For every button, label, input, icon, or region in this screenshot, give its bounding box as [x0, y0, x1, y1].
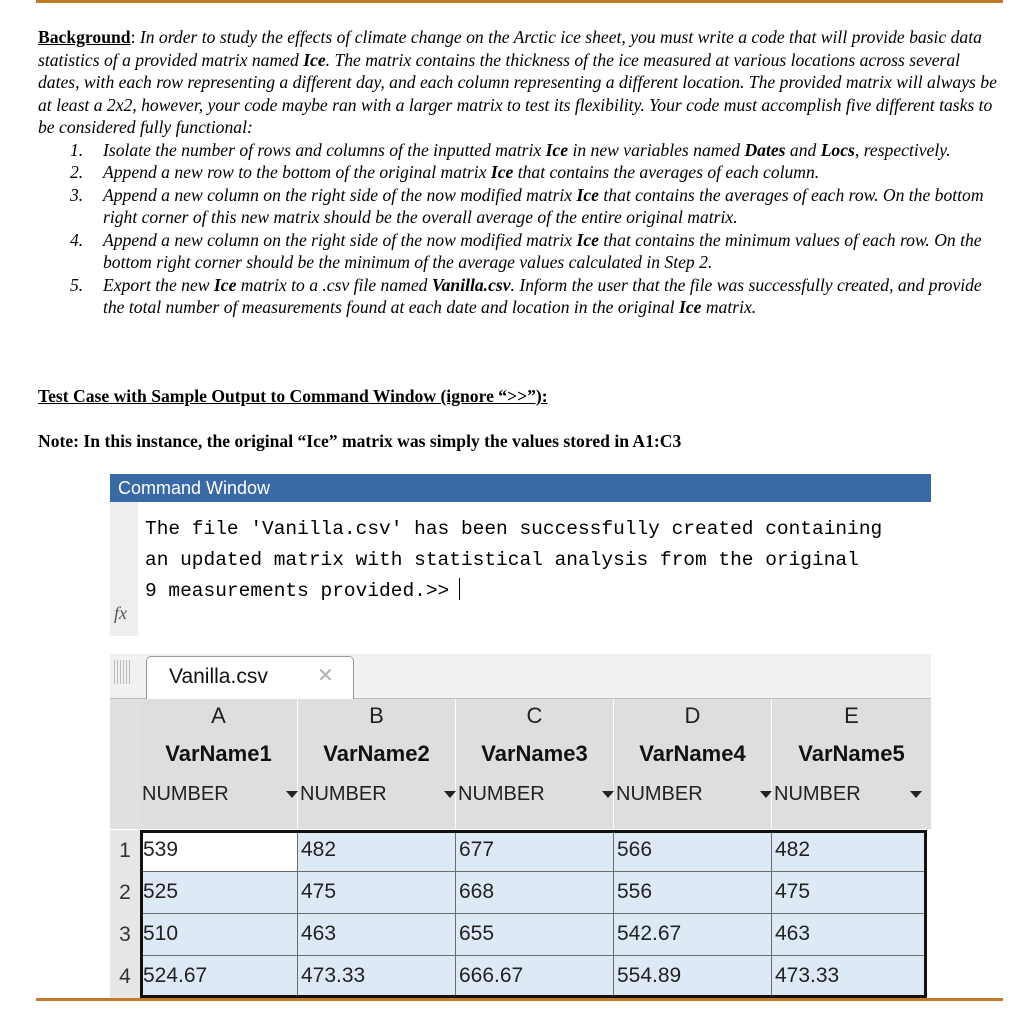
table-cell[interactable]: 539 — [140, 830, 298, 872]
spreadsheet-viewer — [110, 654, 931, 997]
table-cell[interactable]: 510 — [140, 914, 298, 956]
command-output[interactable] — [145, 514, 882, 607]
row-number[interactable]: 1 — [110, 830, 140, 872]
column-varname: VarName1 — [165, 741, 272, 766]
task-item: 4. Append a new column on the right side of the now modified matrix Ice that contains the minimum values of each row. On the bottom right corner should be the minimum of the average values calculated in Step 2. — [70, 229, 982, 272]
column-header[interactable] — [140, 699, 297, 829]
row-number[interactable]: 2 — [110, 872, 140, 914]
column-type: NUMBER — [142, 783, 229, 805]
column-header[interactable] — [456, 699, 613, 829]
table-cell[interactable]: 668 — [456, 872, 614, 914]
task-list — [38, 139, 1004, 319]
column-letter: B — [369, 703, 384, 728]
output-line: The file 'Vanilla.csv' has been successfully created containing — [145, 518, 883, 540]
table-cell[interactable]: 525 — [140, 872, 298, 914]
dropdown-arrow-icon[interactable] — [910, 791, 922, 798]
task-item: 1. Isolate the number of rows and columns of the inputted matrix Ice in new variables named Dates and Locs, respectively. — [70, 139, 951, 160]
tab-bar — [110, 654, 931, 699]
tab-label: Vanilla.csv — [169, 665, 268, 688]
column-type: NUMBER — [300, 783, 387, 805]
row-number[interactable]: 3 — [110, 914, 140, 956]
column-letter: A — [211, 703, 226, 728]
column-letter: E — [844, 703, 859, 728]
table-cell[interactable]: 482 — [298, 830, 456, 872]
top-rule — [36, 0, 1003, 3]
column-header[interactable] — [298, 699, 455, 829]
table-cell[interactable]: 677 — [456, 830, 614, 872]
row-number[interactable]: 4 — [110, 956, 140, 998]
column-header[interactable] — [614, 699, 771, 829]
table-cell[interactable]: 473.33 — [298, 956, 456, 998]
output-line: 9 measurements provided.>> — [145, 580, 450, 602]
text-cursor — [459, 578, 460, 600]
table-cell[interactable]: 473.33 — [772, 956, 927, 998]
table-cell[interactable]: 482 — [772, 830, 927, 872]
output-line: an updated matrix with statistical analysis from the original — [145, 549, 859, 571]
column-varname: VarName3 — [481, 741, 588, 766]
table-cell[interactable]: 666.67 — [456, 956, 614, 998]
tab-vanilla-csv[interactable] — [146, 656, 354, 699]
command-gutter — [110, 502, 138, 636]
background-label: Background — [38, 27, 131, 47]
dropdown-arrow-icon[interactable] — [760, 791, 772, 798]
table-cell[interactable]: 554.89 — [614, 956, 772, 998]
command-window-title: Command Window — [110, 474, 931, 502]
table-cell[interactable]: 566 — [614, 830, 772, 872]
dropdown-arrow-icon[interactable] — [286, 791, 298, 798]
column-varname: VarName5 — [798, 741, 905, 766]
column-letter: C — [526, 703, 543, 728]
table-cell[interactable]: 655 — [456, 914, 614, 956]
table-cell[interactable]: 463 — [298, 914, 456, 956]
column-type: NUMBER — [458, 783, 545, 805]
table-cell[interactable]: 556 — [614, 872, 772, 914]
task-item: 5. Export the new Ice matrix to a .csv file named Vanilla.csv. Inform the user that the file was successfully created, and provide the total number of measurements found at each date and location in the original Ice matrix. — [70, 274, 982, 317]
table-cell[interactable]: 475 — [298, 872, 456, 914]
table-cell[interactable]: 524.67 — [140, 956, 298, 998]
command-window[interactable] — [110, 474, 931, 636]
close-icon[interactable]: ✕ — [317, 663, 334, 687]
problem-statement — [38, 26, 1004, 319]
dropdown-arrow-icon[interactable] — [444, 791, 456, 798]
task-item: 2. Append a new row to the bottom of the original matrix Ice that contains the averages of each column. — [70, 162, 820, 182]
column-type: NUMBER — [774, 783, 861, 805]
column-varname: VarName4 — [639, 741, 746, 766]
drag-grip-icon[interactable] — [114, 660, 132, 684]
column-varname: VarName2 — [323, 741, 430, 766]
background-paragraph: Background: In order to study the effects of climate change on the Arctic ice sheet, you must write a code that will provide basic data statistics of a provided matrix named Ice. The matrix contains the thickness of the ice measured at various locations across several dates, with each row representing a different day, and each column representing a different location. The provided matrix will always be at least a 2x2, however, your code maybe ran with a larger matrix to test its flexibility. Your code must accomplish five different tasks to be considered fully functional: — [38, 27, 997, 137]
table-cell[interactable]: 475 — [772, 872, 927, 914]
test-case-heading: Test Case with Sample Output to Command Window (ignore “>>”): — [38, 386, 548, 406]
task-item: 3. Append a new column on the right side of the now modified matrix Ice that contains the averages of each row. On the bottom right corner of this new matrix should be the overall average of the entire original matrix. — [70, 184, 984, 227]
note-text: Note: In this instance, the original “Ice” matrix was simply the values stored in A1:C3 — [38, 431, 682, 451]
dropdown-arrow-icon[interactable] — [602, 791, 614, 798]
column-type: NUMBER — [616, 783, 703, 805]
column-header[interactable] — [772, 699, 931, 829]
bottom-rule — [36, 998, 1003, 1001]
corner-header — [110, 699, 140, 829]
fx-icon[interactable]: fx — [114, 603, 127, 623]
table-cell[interactable]: 463 — [772, 914, 927, 956]
column-letter: D — [684, 703, 701, 728]
table-cell[interactable]: 542.67 — [614, 914, 772, 956]
